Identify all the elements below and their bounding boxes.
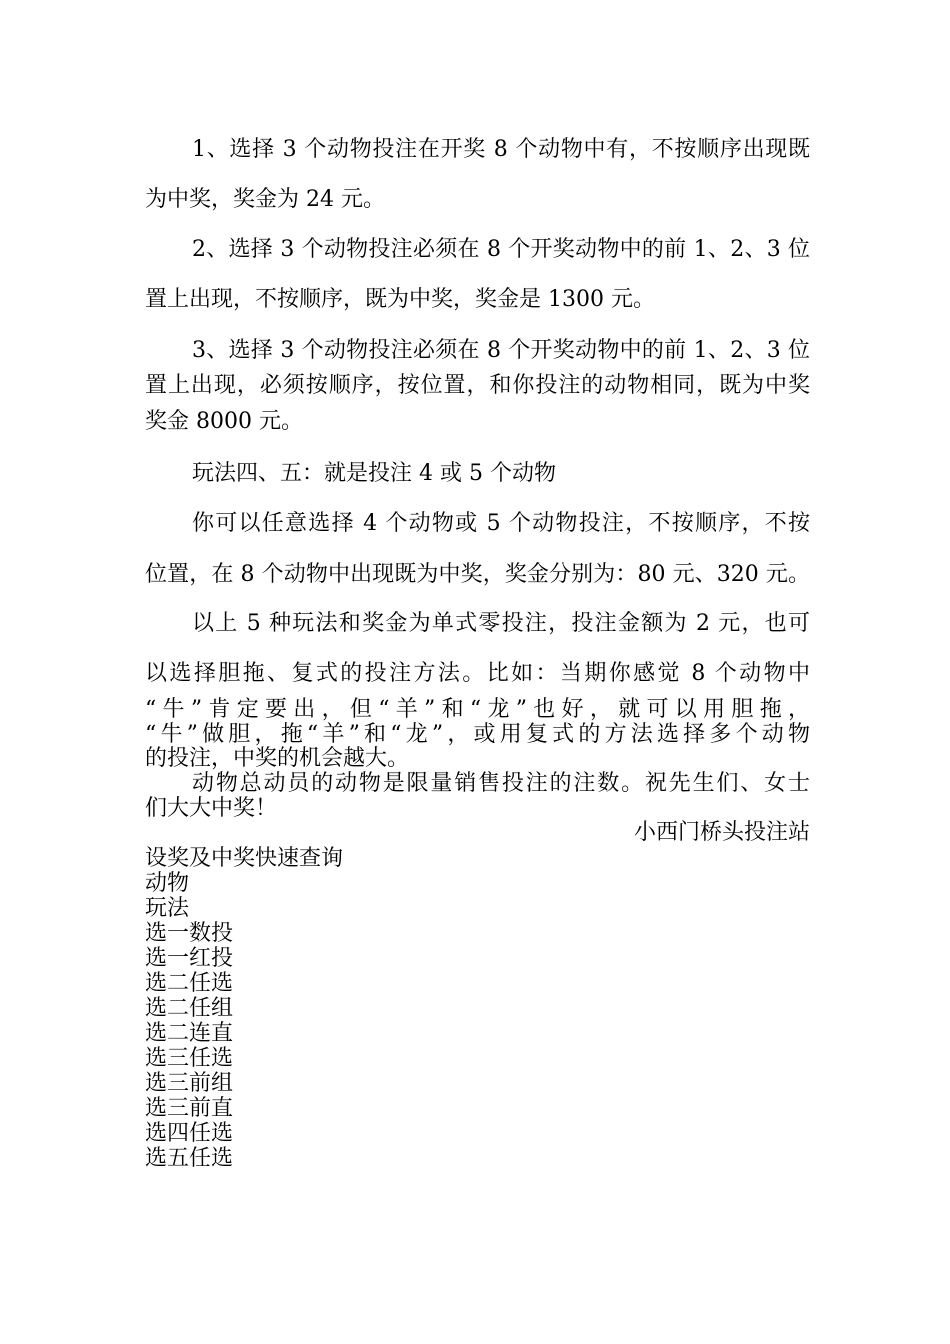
- paragraph-1-line-2: 为中奖，奖金为 24 元。: [145, 187, 385, 212]
- paragraph-2-line-2: 置上出现，不按顺序，既为中奖，奖金是 1300 元。: [145, 287, 655, 312]
- paragraph-2-line-1: 2、选择 3 个动物投注必须在 8 个开奖动物中的前 1、2、3 位: [192, 237, 810, 262]
- paragraph-4-line-1: 玩法四、五：就是投注 4 或 5 个动物: [192, 461, 556, 486]
- list-item: 选三任选: [145, 1046, 234, 1071]
- paragraph-6-line-5: 的投注，中奖的机会越大。: [145, 746, 410, 771]
- list-item: 选二任选: [145, 971, 234, 996]
- list-item: 选一数投: [145, 921, 234, 946]
- paragraph-3-line-1: 3、选择 3 个动物投注必须在 8 个开奖动物中的前 1、2、3 位: [192, 338, 810, 363]
- list-item: 选三前组: [145, 1071, 234, 1096]
- paragraph-7-line-2: 们大大中奖！: [145, 796, 278, 821]
- paragraph-1-line-1: 1、选择 3 个动物投注在开奖 8 个动物中有，不按顺序出现既: [192, 137, 810, 162]
- list-item: 选一红投: [145, 946, 234, 971]
- list-item: 选三前直: [145, 1096, 234, 1121]
- list-item: 选二连直: [145, 1021, 234, 1046]
- paragraph-6-line-3: “牛”肯定要出，但“羊”和“龙”也好，就可以用胆拖，: [145, 697, 810, 722]
- list-item: 选五任选: [145, 1146, 234, 1171]
- paragraph-6-line-1: 以上 5 种玩法和奖金为单式零投注，投注金额为 2 元，也可: [192, 611, 810, 636]
- list-item: 选四任选: [145, 1121, 234, 1146]
- list-heading: 设奖及中奖快速查询: [145, 846, 344, 871]
- paragraph-6-line-2: 以选择胆拖、复式的投注方法。比如：当期你感觉 8 个动物中: [145, 661, 810, 686]
- paragraph-3-line-3: 奖金 8000 元。: [145, 409, 303, 434]
- paragraph-6-line-4: “牛”做胆，拖“羊”和“龙”，或用复式的方法选择多个动物: [145, 722, 810, 747]
- signature: 小西门桥头投注站: [633, 820, 810, 845]
- paragraph-5-line-2: 位置，在 8 个动物中出现既为中奖，奖金分别为：80 元、320 元。: [145, 562, 810, 587]
- paragraph-7-line-1: 动物总动员的动物是限量销售投注的注数。祝先生们、女士: [192, 771, 810, 796]
- column-label-playtype: 玩法: [145, 896, 190, 921]
- paragraph-5-line-1: 你可以任意选择 4 个动物或 5 个动物投注，不按顺序，不按: [192, 511, 810, 536]
- column-label-animal: 动物: [145, 871, 190, 896]
- paragraph-3-line-2: 置上出现，必须按顺序，按位置，和你投注的动物相同，既为中奖: [145, 373, 810, 398]
- list-item: 选二任组: [145, 996, 234, 1021]
